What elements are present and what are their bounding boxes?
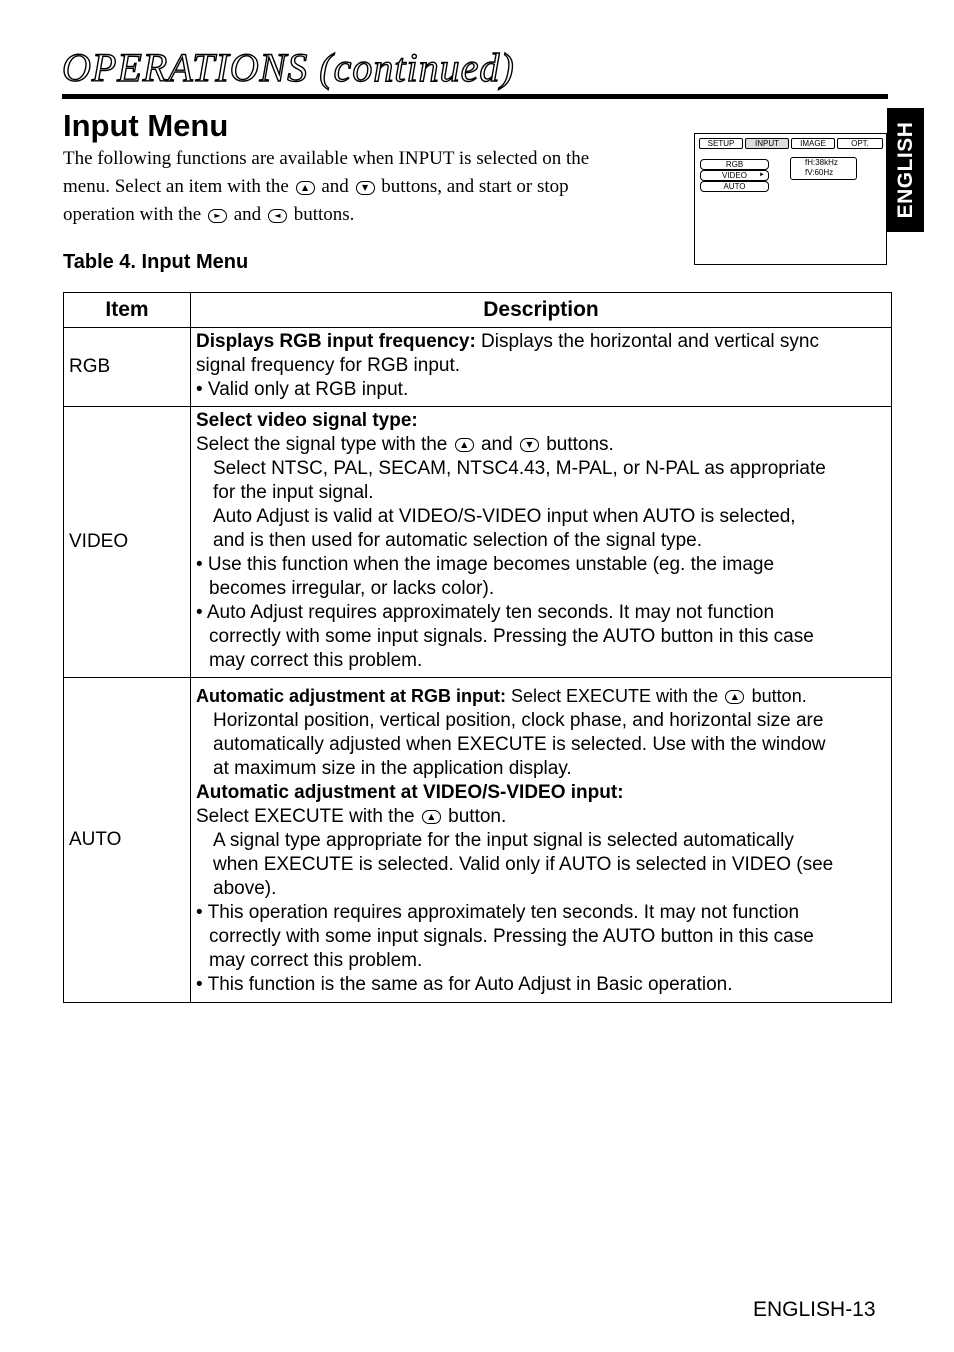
page-title: Input Menu <box>63 108 229 143</box>
intro-text: buttons. <box>293 204 355 225</box>
left-arrow-button-icon: ◄ <box>268 209 287 223</box>
frequency-readout <box>790 157 857 180</box>
desc-line: may correct this problem. <box>209 650 423 671</box>
column-header-description: Description <box>191 293 892 328</box>
page-number: ENGLISH-13 <box>753 1298 876 1321</box>
desc-text: buttons. <box>546 434 614 455</box>
language-tab-label: ENGLISH <box>893 121 917 219</box>
intro-text: buttons, and start or stop <box>381 176 569 197</box>
desc-line: and is then used for automatic selection of the signal type. <box>213 530 703 551</box>
desc-text: Select the signal type with the <box>196 434 448 455</box>
desc-line: becomes irregular, or lacks color). <box>209 578 495 599</box>
desc-line <box>196 330 887 354</box>
desc-line <box>196 684 887 709</box>
menu-screen-illustration <box>694 133 887 265</box>
desc-text: Displays the horizontal and vertical sync <box>475 331 819 352</box>
description-cell <box>191 678 892 1003</box>
up-arrow-button-icon: ▲ <box>422 810 441 824</box>
input-menu-table <box>63 292 892 1003</box>
table-header-row <box>64 293 892 328</box>
desc-line: A signal type appropriate for the input signal is selected automatically <box>213 830 794 851</box>
desc-text: button. <box>751 686 807 706</box>
desc-line: signal frequency for RGB input. <box>196 355 461 376</box>
desc-text: Select EXECUTE with the <box>196 806 415 827</box>
desc-line <box>196 805 887 829</box>
down-arrow-button-icon: ▼ <box>520 438 539 452</box>
desc-text: Select EXECUTE with the <box>506 686 719 706</box>
screen-tab-opt <box>837 138 883 149</box>
screen-tab-input <box>745 138 789 149</box>
desc-title: Select video signal type: <box>196 410 418 431</box>
table-row-rgb <box>64 328 892 407</box>
screen-item-rgb: RGB <box>700 159 769 170</box>
intro-line: The following functions are available when INPUT is selected on the <box>63 148 590 169</box>
desc-title: Displays RGB input frequency: <box>196 331 476 352</box>
intro-line <box>63 173 663 201</box>
desc-line: automatically adjusted when EXECUTE is selected. Use with the window <box>213 734 826 755</box>
desc-line: for the input signal. <box>213 482 374 503</box>
intro-text: operation with the <box>63 204 202 225</box>
desc-bullet: • Auto Adjust requires approximately ten seconds. It may not function <box>196 602 775 623</box>
screen-item-auto: AUTO <box>700 181 769 192</box>
header-rule <box>62 94 888 99</box>
intro-text: and <box>321 176 349 197</box>
intro-text: and <box>233 204 262 225</box>
desc-line: above). <box>213 878 277 899</box>
screen-tab-label: SETUP <box>707 139 735 148</box>
screen-tab-setup <box>699 138 743 149</box>
desc-line: Auto Adjust is valid at VIDEO/S-VIDEO input when AUTO is selected, <box>213 506 796 527</box>
table-row-video <box>64 407 892 678</box>
intro-paragraph <box>63 145 663 229</box>
table-row-auto <box>64 678 892 1003</box>
desc-line: Horizontal position, vertical position, clock phase, and horizontal size are <box>213 710 824 731</box>
frequency-v: fV:60Hz <box>805 168 834 177</box>
desc-text: and <box>480 434 513 455</box>
screen-tab-label: OPT. <box>851 139 869 148</box>
desc-line: Select NTSC, PAL, SECAM, NTSC4.43, M-PAL, or N-PAL as appropriate <box>213 458 826 479</box>
language-tab <box>887 108 924 232</box>
desc-line: may correct this problem. <box>209 950 423 971</box>
item-cell: RGB <box>64 328 191 407</box>
frequency-h: fH:38kHz <box>805 158 838 167</box>
desc-line: when EXECUTE is selected. Valid only if AUTO is selected in VIDEO (see <box>213 854 834 875</box>
desc-bullet: • This operation requires approximately ten seconds. It may not function <box>196 902 800 923</box>
desc-line: at maximum size in the application display. <box>213 758 572 779</box>
item-cell: AUTO <box>64 678 191 1003</box>
right-arrow-button-icon: ► <box>208 209 227 223</box>
description-cell <box>191 328 892 407</box>
screen-tab-label: IMAGE <box>800 139 826 148</box>
column-header-item: Item <box>64 293 191 328</box>
item-cell: VIDEO <box>64 407 191 678</box>
intro-line <box>63 201 663 229</box>
desc-line: correctly with some input signals. Pressing the AUTO button in this case <box>209 926 814 947</box>
section-header-title: OPERATIONS (continued) <box>62 45 515 90</box>
desc-line: correctly with some input signals. Pressing the AUTO button in this case <box>209 626 814 647</box>
screen-item-label: VIDEO <box>722 171 747 180</box>
desc-text: button. <box>448 806 507 827</box>
desc-bullet: • This function is the same as for Auto Adjust in Basic operation. <box>196 974 733 995</box>
desc-bullet: • Use this function when the image becomes unstable (eg. the image <box>196 554 775 575</box>
desc-title: Automatic adjustment at RGB input: <box>196 686 506 706</box>
screen-tab-image <box>791 138 835 149</box>
up-arrow-button-icon: ▲ <box>455 438 474 452</box>
desc-title: Automatic adjustment at VIDEO/S-VIDEO input: <box>196 782 624 803</box>
up-arrow-button-icon: ▲ <box>725 690 744 704</box>
screen-tab-label: INPUT <box>755 139 779 148</box>
play-arrow-icon: ► <box>759 172 765 178</box>
down-arrow-button-icon: ▼ <box>356 181 375 195</box>
description-cell <box>191 407 892 678</box>
screen-item-video <box>700 170 769 181</box>
intro-text: menu. Select an item with the <box>63 176 289 197</box>
desc-bullet: • Valid only at RGB input. <box>196 379 409 400</box>
desc-line <box>196 433 887 457</box>
up-arrow-button-icon: ▲ <box>296 181 315 195</box>
table-caption: Table 4. Input Menu <box>63 251 249 273</box>
